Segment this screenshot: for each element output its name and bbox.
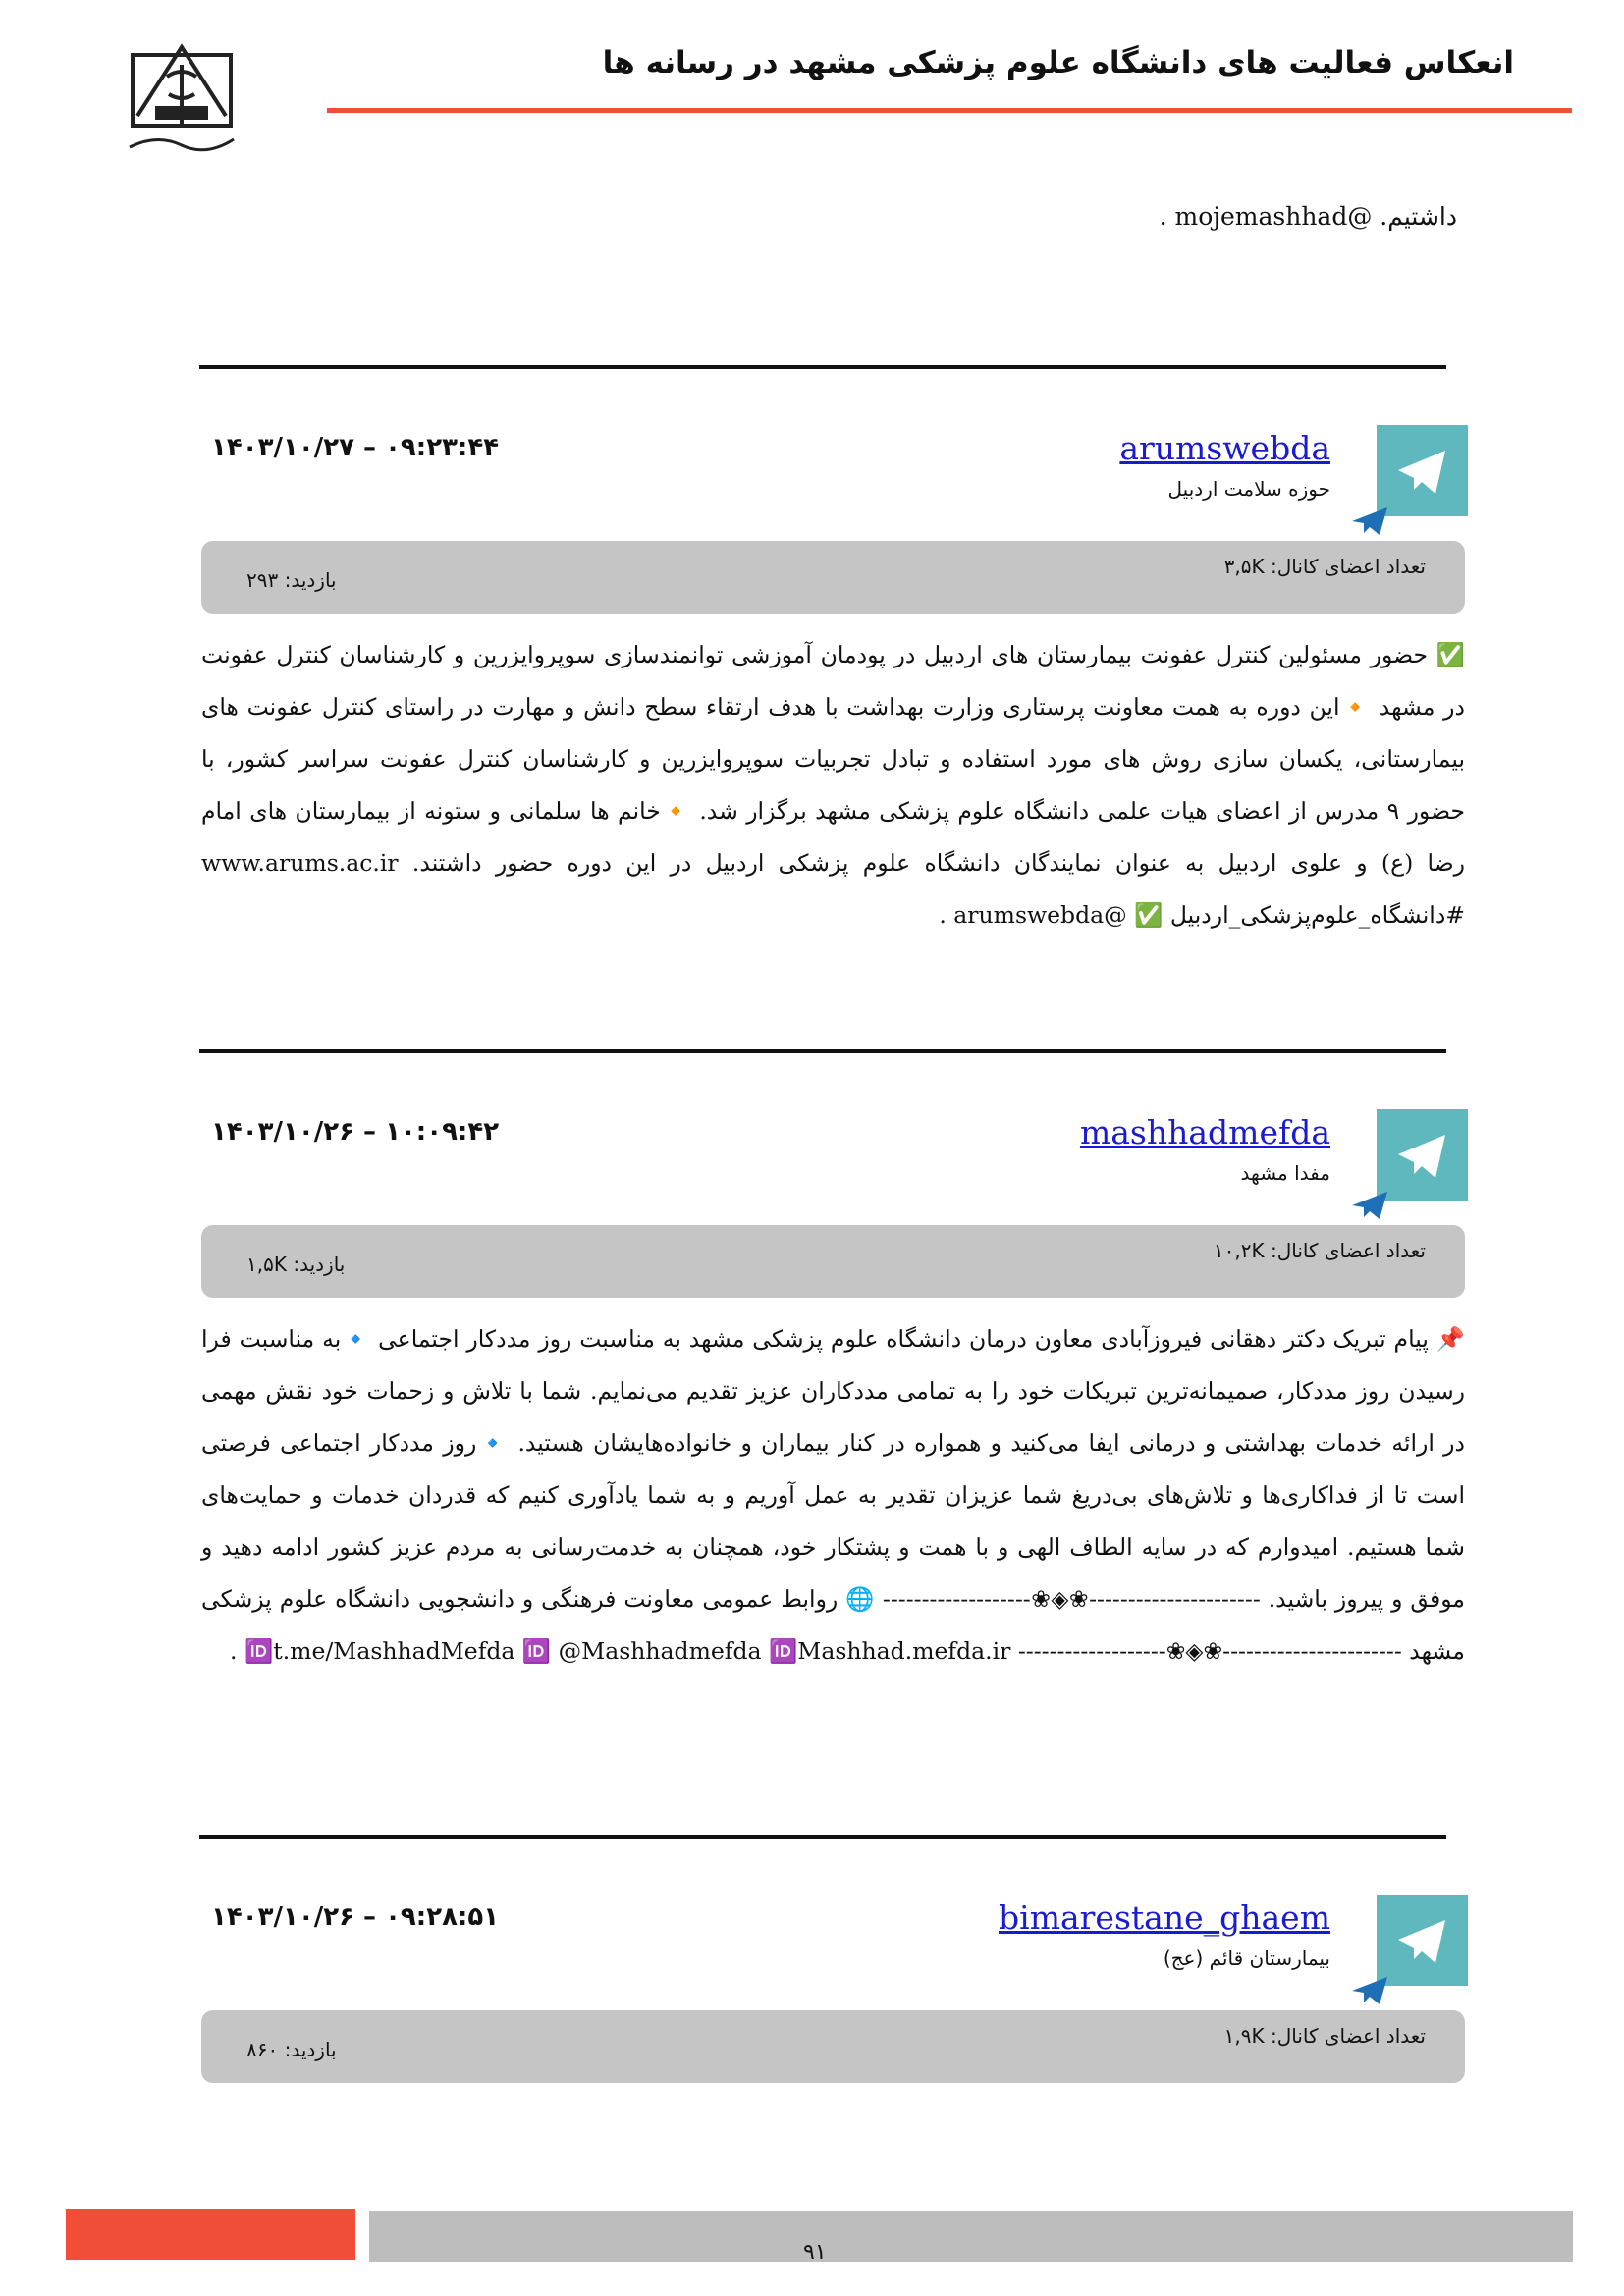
- channel-subtitle: حوزه سلامت اردبیل: [1167, 477, 1330, 501]
- channel-link[interactable]: arumswebda: [1119, 429, 1330, 467]
- members-count: تعداد اعضای کانال: ۳,۵K: [1223, 555, 1426, 578]
- post-body: ✅ حضور مسئولین کنترل عفونت بیمارستان های اردبیل در پودمان آموزشی توانمندسازی سوپروایزرین و کارشناسان کنترل عفونت در مشهد 🔸این دوره به همت معاونت پرستاری وزارت بهداشت با هدف ارتقاء سطح دانش و مهارت در راستای کنترل عفونت های بیمارستانی، یکسان سازی روش های مورد استفاده و تبادل تجربیات سوپروایزرین و کارشناسان کنترل عفونت سراسر کشور، با حضور ۹ مدرس از اعضای هیات علمی دانشگاه علوم پزشکی مشهد برگزار شد. 🔸خانم ها سلمانی و ستونه از بیمارستان های امام رضا (ع) و علوی اردبیل به عنوان نمایندگان دانشگاه علوم پزشکی اردبیل در این دوره حضور داشتند. www.arums.ac.ir #دانشگاه_علوم‌پزشکی_اردبیل ✅ @arumswebda .: [201, 641, 1465, 929]
- post-body: 📌 پیام تبریک دکتر دهقانی فیروزآبادی معاون درمان دانشگاه علوم پزشکی مشهد به مناسبت روز مددکار اجتماعی 🔹به مناسبت فرا رسیدن روز مددکار، صمیمانه‌ترین تبریکات خود را به تمامی مددکاران عزیز تقدیم می‌نمایم. شما با تلاش و زحمات خود نقش مهمی در ارائه خدمات بهداشتی و درمانی ایفا می‌کنید و همواره در کنار بیماران و خانواده‌هایشان هستید. 🔹روز مددکار اجتماعی فرصتی است تا از فداکاری‌ها و تلاش‌های بی‌دریغ شما عزیزان تقدیر به عمل آوریم و به شما یادآوری کنیم که قدردان خدمات و حمایت‌های شما هستیم. امیدوارم که در سایه الطاف الهی و با همت و پشتکار خود، همچنان به خدمت‌رسانی به مردم عزیز کشور ادامه دهید و موفق و پیروز باشید. ‐‐‐‐‐‐‐‐‐‐‐‐‐‐‐‐‐‐‐‐‐‐❀◈❀‐‐‐‐‐‐‐‐‐‐‐‐‐‐‐‐‐‐‐ 🌐 روابط عمومی معاونت فرهنگی و دانشجویی دانشگاه علوم پزشکی مشهد ‐‐‐‐‐‐‐‐‐‐‐‐‐‐‐‐‐‐‐‐‐‐‐❀◈❀‐‐‐‐‐‐‐‐‐‐‐‐‐‐‐‐‐‐‐ 🆔t.me/MashhadMefda 🆔 @Mashhadmefda 🆔Mashhad.mefda.ir .: [201, 1325, 1465, 1665]
- post-separator: [199, 1049, 1446, 1053]
- stats-bar: [201, 541, 1465, 614]
- post-separator: [199, 365, 1446, 369]
- channel-subtitle: مفدا مشهد: [1240, 1161, 1330, 1185]
- page-title: انعکاس فعالیت های دانشگاه علوم پزشکی مشهد در رسانه ها: [602, 45, 1514, 80]
- views-count: بازدید: ۱,۵K: [246, 1253, 346, 1276]
- telegram-icon[interactable]: [1377, 1895, 1468, 1986]
- header-divider: [327, 108, 1572, 113]
- members-count: تعداد اعضای کانال: ۱۰,۲K: [1213, 1239, 1426, 1262]
- channel-subtitle: بیمارستان قائم (عج): [1163, 1947, 1330, 1970]
- stats-bar: [201, 2010, 1465, 2083]
- views-count: بازدید: ۲۹۳: [246, 568, 337, 592]
- channel-link[interactable]: bimarestane_ghaem: [999, 1898, 1330, 1937]
- lead-text: داشتیم. @mojemashhad .: [1159, 202, 1457, 231]
- send-icon: [1350, 1188, 1389, 1223]
- stats-bar: [201, 1225, 1465, 1298]
- telegram-icon[interactable]: [1377, 1109, 1468, 1201]
- send-icon: [1350, 1973, 1389, 2008]
- footer-accent-bar: [66, 2209, 355, 2260]
- telegram-icon[interactable]: [1377, 425, 1468, 516]
- post-date: ۰۹:۲۸:۵۱ – ۱۴۰۳/۱۰/۲۶: [211, 1902, 500, 1932]
- post-date: ۰۹:۲۳:۴۴ – ۱۴۰۳/۱۰/۲۷: [211, 433, 500, 462]
- university-logo: [118, 37, 245, 165]
- post-date: ۱۰:۰۹:۴۲ – ۱۴۰۳/۱۰/۲۶: [211, 1117, 500, 1147]
- channel-link[interactable]: mashhadmefda: [1079, 1113, 1330, 1151]
- views-count: بازدید: ۸۶۰: [246, 2038, 337, 2061]
- members-count: تعداد اعضای کانال: ۱,۹K: [1223, 2024, 1426, 2048]
- footer-bar: [369, 2211, 1573, 2262]
- page-number: ۹۱: [803, 2240, 827, 2265]
- send-icon: [1350, 504, 1389, 539]
- post-separator: [199, 1835, 1446, 1839]
